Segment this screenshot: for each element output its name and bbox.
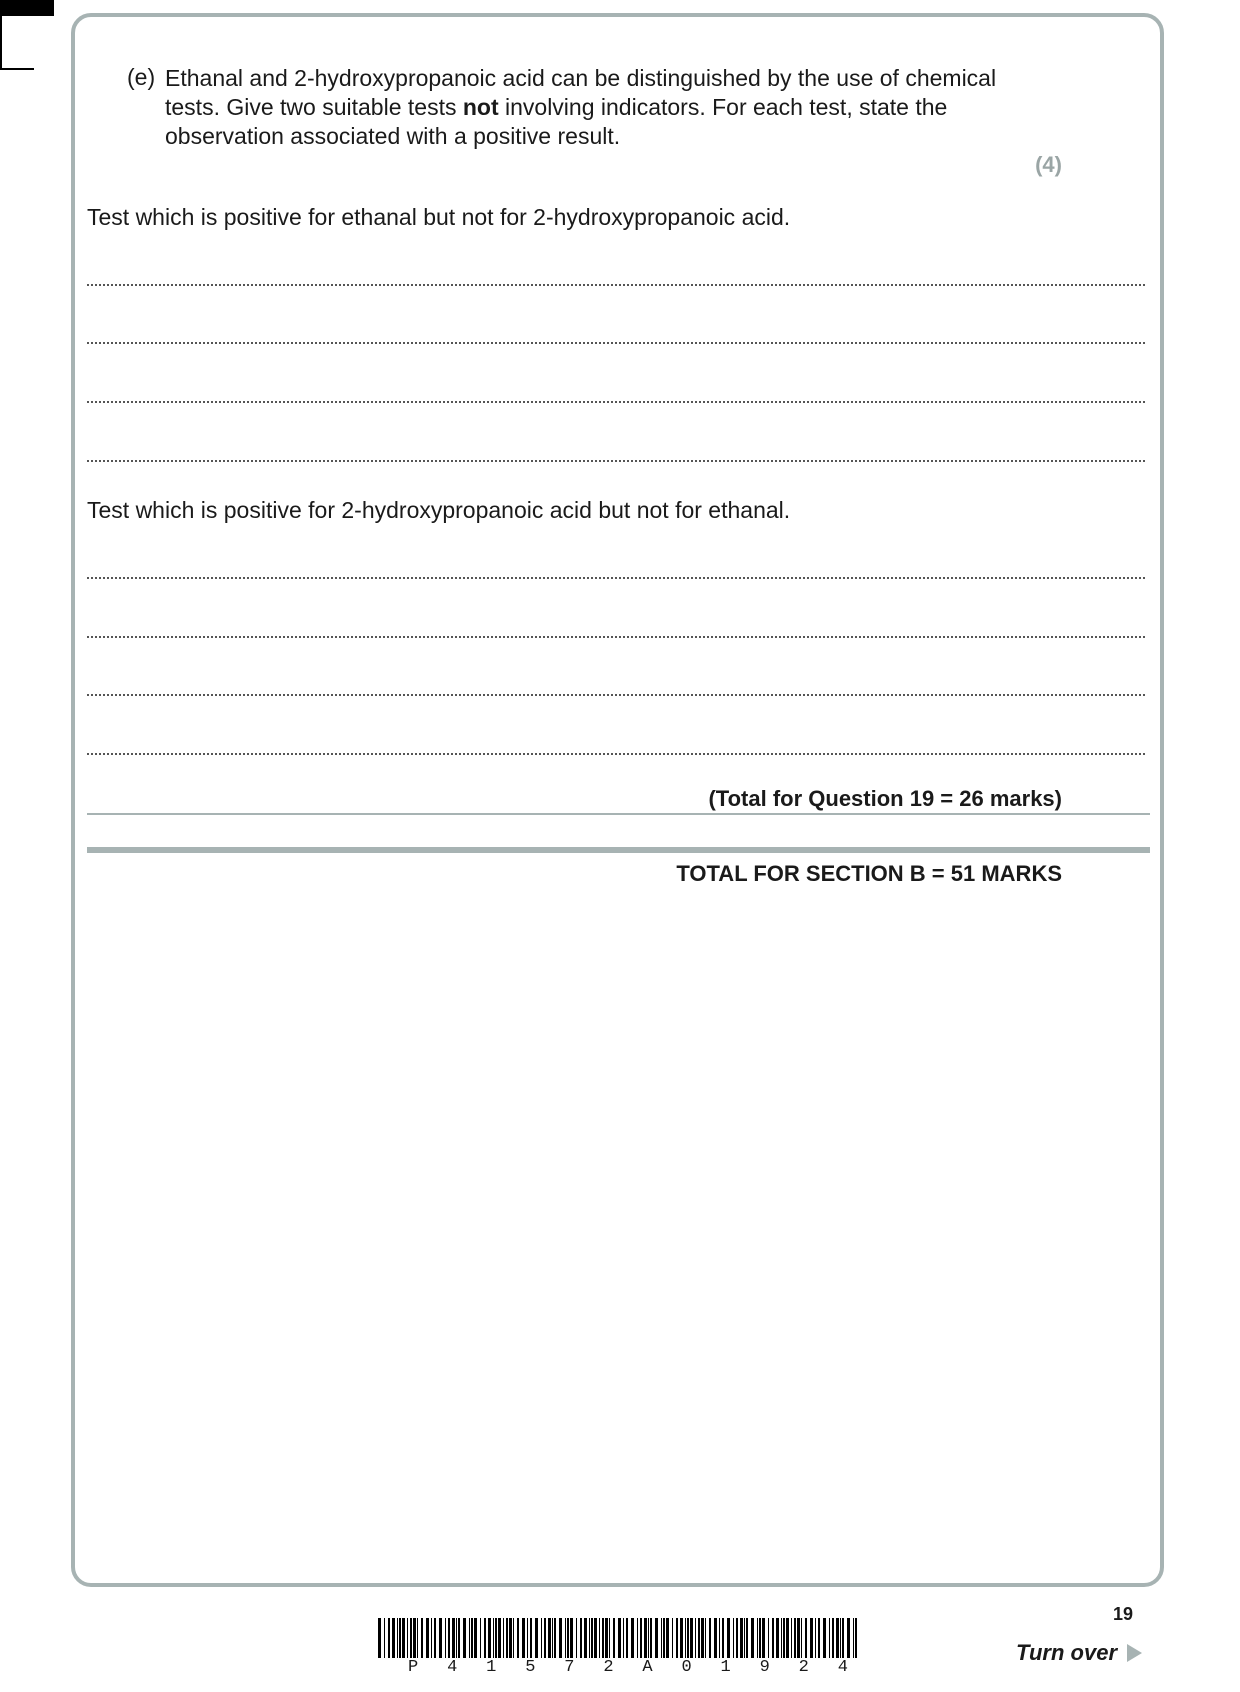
barcode-bar [484, 1618, 486, 1658]
barcode-bar [736, 1618, 738, 1658]
divider-thick [87, 847, 1150, 853]
barcode-bar [623, 1618, 624, 1658]
barcode-bar [474, 1618, 477, 1658]
barcode-bar [842, 1618, 844, 1658]
barcode-bar [426, 1618, 429, 1658]
barcode-bar [805, 1618, 807, 1658]
barcode-bar [818, 1618, 820, 1658]
barcode-bar [591, 1618, 593, 1658]
barcode-bar [480, 1618, 481, 1658]
barcode-bar [698, 1618, 700, 1658]
barcode-bar [413, 1618, 416, 1658]
barcode-bar [530, 1618, 532, 1658]
barcode-bar [378, 1618, 381, 1658]
barcode-bar [488, 1618, 491, 1658]
barcode-bar [402, 1618, 405, 1658]
barcode-bar [661, 1618, 662, 1658]
question-text-part1: Ethanal and 2-hydroxypropanoic acid can be distinguished by the use of chemical tests. Give two suitable tests [165, 65, 997, 120]
barcode-bar [503, 1618, 504, 1658]
barcode-bar [727, 1618, 730, 1658]
barcode-bar [680, 1618, 683, 1658]
barcode-bar [853, 1618, 854, 1658]
barcode-bar [685, 1618, 686, 1658]
barcode-bar [417, 1618, 418, 1658]
barcode-bar [605, 1618, 608, 1658]
barcode-bar [733, 1618, 734, 1658]
barcode-bar [541, 1618, 542, 1658]
barcode-bar [439, 1618, 442, 1658]
question-label: (e) [127, 64, 156, 90]
barcode-bar [644, 1618, 647, 1658]
barcode-bar [458, 1618, 460, 1658]
barcode-bar [392, 1618, 395, 1658]
answer-line[interactable] [87, 636, 1145, 638]
barcode-bar [786, 1618, 789, 1658]
barcode-bar [535, 1618, 538, 1658]
barcode-bar [746, 1618, 748, 1658]
barcode-bar [797, 1618, 800, 1658]
barcode-bar [580, 1618, 582, 1658]
barcode-bar [471, 1618, 473, 1658]
barcode-bar [744, 1618, 745, 1658]
answer-line[interactable] [87, 401, 1145, 403]
barcode-bar [513, 1618, 514, 1658]
barcode-bar [552, 1618, 553, 1658]
barcode-bar [762, 1618, 765, 1658]
answer-line[interactable] [87, 753, 1145, 755]
barcode-bar [498, 1618, 501, 1658]
barcode-bar [397, 1618, 398, 1658]
barcode-bar [493, 1618, 494, 1658]
barcode-bar [517, 1618, 519, 1658]
barcode-bar [709, 1618, 711, 1658]
barcode-char: P [408, 1658, 419, 1677]
answer-line[interactable] [87, 694, 1145, 696]
barcode-bar [388, 1618, 390, 1658]
barcode-bar [794, 1618, 796, 1658]
barcode-bar [759, 1618, 761, 1658]
barcode-bar [456, 1618, 457, 1658]
barcode-bar [823, 1618, 826, 1658]
barcode-bar [554, 1618, 556, 1658]
barcode-bar [714, 1618, 717, 1658]
barcode-bar [407, 1618, 408, 1658]
barcode-bar [781, 1618, 782, 1658]
barcode-char: 9 [759, 1658, 770, 1677]
barcode-bar [522, 1618, 525, 1658]
question-text-part2: involving indicators. For each test, state the observation associated with a positive result. [165, 94, 948, 149]
barcode-bar [565, 1618, 566, 1658]
barcode-bar [570, 1618, 573, 1658]
barcode-bar [463, 1618, 466, 1658]
barcode-char: 5 [525, 1658, 536, 1677]
arrow-right-icon [1127, 1644, 1142, 1662]
barcode-bar [431, 1618, 432, 1658]
divider-thin [87, 813, 1150, 815]
barcode-char: 1 [720, 1658, 731, 1677]
barcode-bar [548, 1618, 551, 1658]
barcode-bar [599, 1618, 600, 1658]
barcode-char: 2 [603, 1658, 614, 1677]
barcode-bar [448, 1618, 450, 1658]
barcode-bar [740, 1618, 743, 1658]
barcode-bar [791, 1618, 792, 1658]
prompt-test-acid: Test which is positive for 2-hydroxypropanoic acid but not for ethanal. [87, 497, 791, 523]
barcode-bar [589, 1618, 590, 1658]
barcode-bar [527, 1618, 528, 1658]
barcode-bar [676, 1618, 678, 1658]
barcode-bar [690, 1618, 693, 1658]
barcode-bar [469, 1618, 470, 1658]
barcode-bar [687, 1618, 689, 1658]
barcode-bar [672, 1618, 673, 1658]
barcode-char: 1 [486, 1658, 497, 1677]
barcode-bar [509, 1618, 512, 1658]
barcode-bar [772, 1618, 774, 1658]
barcode-bar [609, 1618, 610, 1658]
turn-over [1016, 1640, 1142, 1666]
total-section: TOTAL FOR SECTION B = 51 MARKS [676, 861, 1062, 886]
barcode-bar [832, 1618, 834, 1658]
barcode-bar [640, 1618, 642, 1658]
answer-line[interactable] [87, 342, 1145, 344]
barcode-bar [722, 1618, 724, 1658]
answer-line[interactable] [87, 577, 1145, 579]
barcode [378, 1618, 858, 1658]
barcode-bar [855, 1618, 857, 1658]
registration-mark-bottom-left-horizontal [0, 68, 34, 70]
barcode-bar [719, 1618, 720, 1658]
barcode-bar [637, 1618, 638, 1658]
barcode-char: 4 [837, 1658, 848, 1677]
barcode-bar [663, 1618, 665, 1658]
barcode-bar [801, 1618, 802, 1658]
barcode-bar [829, 1618, 830, 1658]
barcode-char: 7 [564, 1658, 575, 1677]
barcode-bar [434, 1618, 436, 1658]
barcode-bar [840, 1618, 841, 1658]
barcode-bar [613, 1618, 615, 1658]
barcode-bar [602, 1618, 604, 1658]
barcode-bar [836, 1618, 839, 1658]
barcode-bar [584, 1618, 587, 1658]
registration-mark-top-right [0, 0, 54, 8]
barcode-bar [506, 1618, 508, 1658]
barcode-bar [757, 1618, 758, 1658]
barcode-bar [626, 1618, 628, 1658]
question-text-bold: not [462, 94, 499, 120]
barcode-char: 0 [681, 1658, 692, 1677]
answer-line[interactable] [87, 460, 1145, 462]
barcode-bar [810, 1618, 813, 1658]
barcode-char: 2 [798, 1658, 809, 1677]
barcode-bar [655, 1618, 658, 1658]
barcode-bar [751, 1618, 754, 1658]
answer-line[interactable] [87, 284, 1145, 286]
registration-mark-bottom-right [0, 8, 54, 16]
page-number: 19 [1112, 1604, 1133, 1624]
total-question: (Total for Question 19 = 26 marks) [708, 786, 1062, 811]
barcode-bar [847, 1618, 850, 1658]
barcode-bar [701, 1618, 704, 1658]
barcode-bar [399, 1618, 401, 1658]
registration-mark-bottom-left [0, 16, 2, 68]
barcode-bar [776, 1618, 779, 1658]
barcode-bar [815, 1618, 816, 1658]
barcode-char: 4 [447, 1658, 458, 1677]
question-text [165, 64, 1045, 151]
barcode-text [408, 1658, 848, 1677]
barcode-bar [783, 1618, 785, 1658]
barcode-bar [666, 1618, 669, 1658]
barcode-bar [576, 1618, 577, 1658]
barcode-bar [452, 1618, 455, 1658]
barcode-bar [631, 1618, 634, 1658]
barcode-bar [695, 1618, 696, 1658]
barcode-bar [650, 1618, 652, 1658]
barcode-bar [618, 1618, 621, 1658]
barcode-bar [495, 1618, 497, 1658]
marks-indicator: (4) [1035, 152, 1062, 177]
barcode-char: A [642, 1658, 653, 1677]
barcode-bar [567, 1618, 569, 1658]
barcode-bar [410, 1618, 412, 1658]
barcode-bar [559, 1618, 562, 1658]
prompt-test-ethanal: Test which is positive for ethanal but not for 2-hydroxypropanoic acid. [87, 204, 791, 230]
barcode-bar [594, 1618, 597, 1658]
barcode-bar [705, 1618, 706, 1658]
barcode-bar [768, 1618, 769, 1658]
barcode-bar [648, 1618, 649, 1658]
turn-over-label: Turn over [1015, 1640, 1117, 1665]
barcode-bar [445, 1618, 446, 1658]
barcode-bar [421, 1618, 423, 1658]
barcode-bar [384, 1618, 385, 1658]
barcode-bar [544, 1618, 546, 1658]
